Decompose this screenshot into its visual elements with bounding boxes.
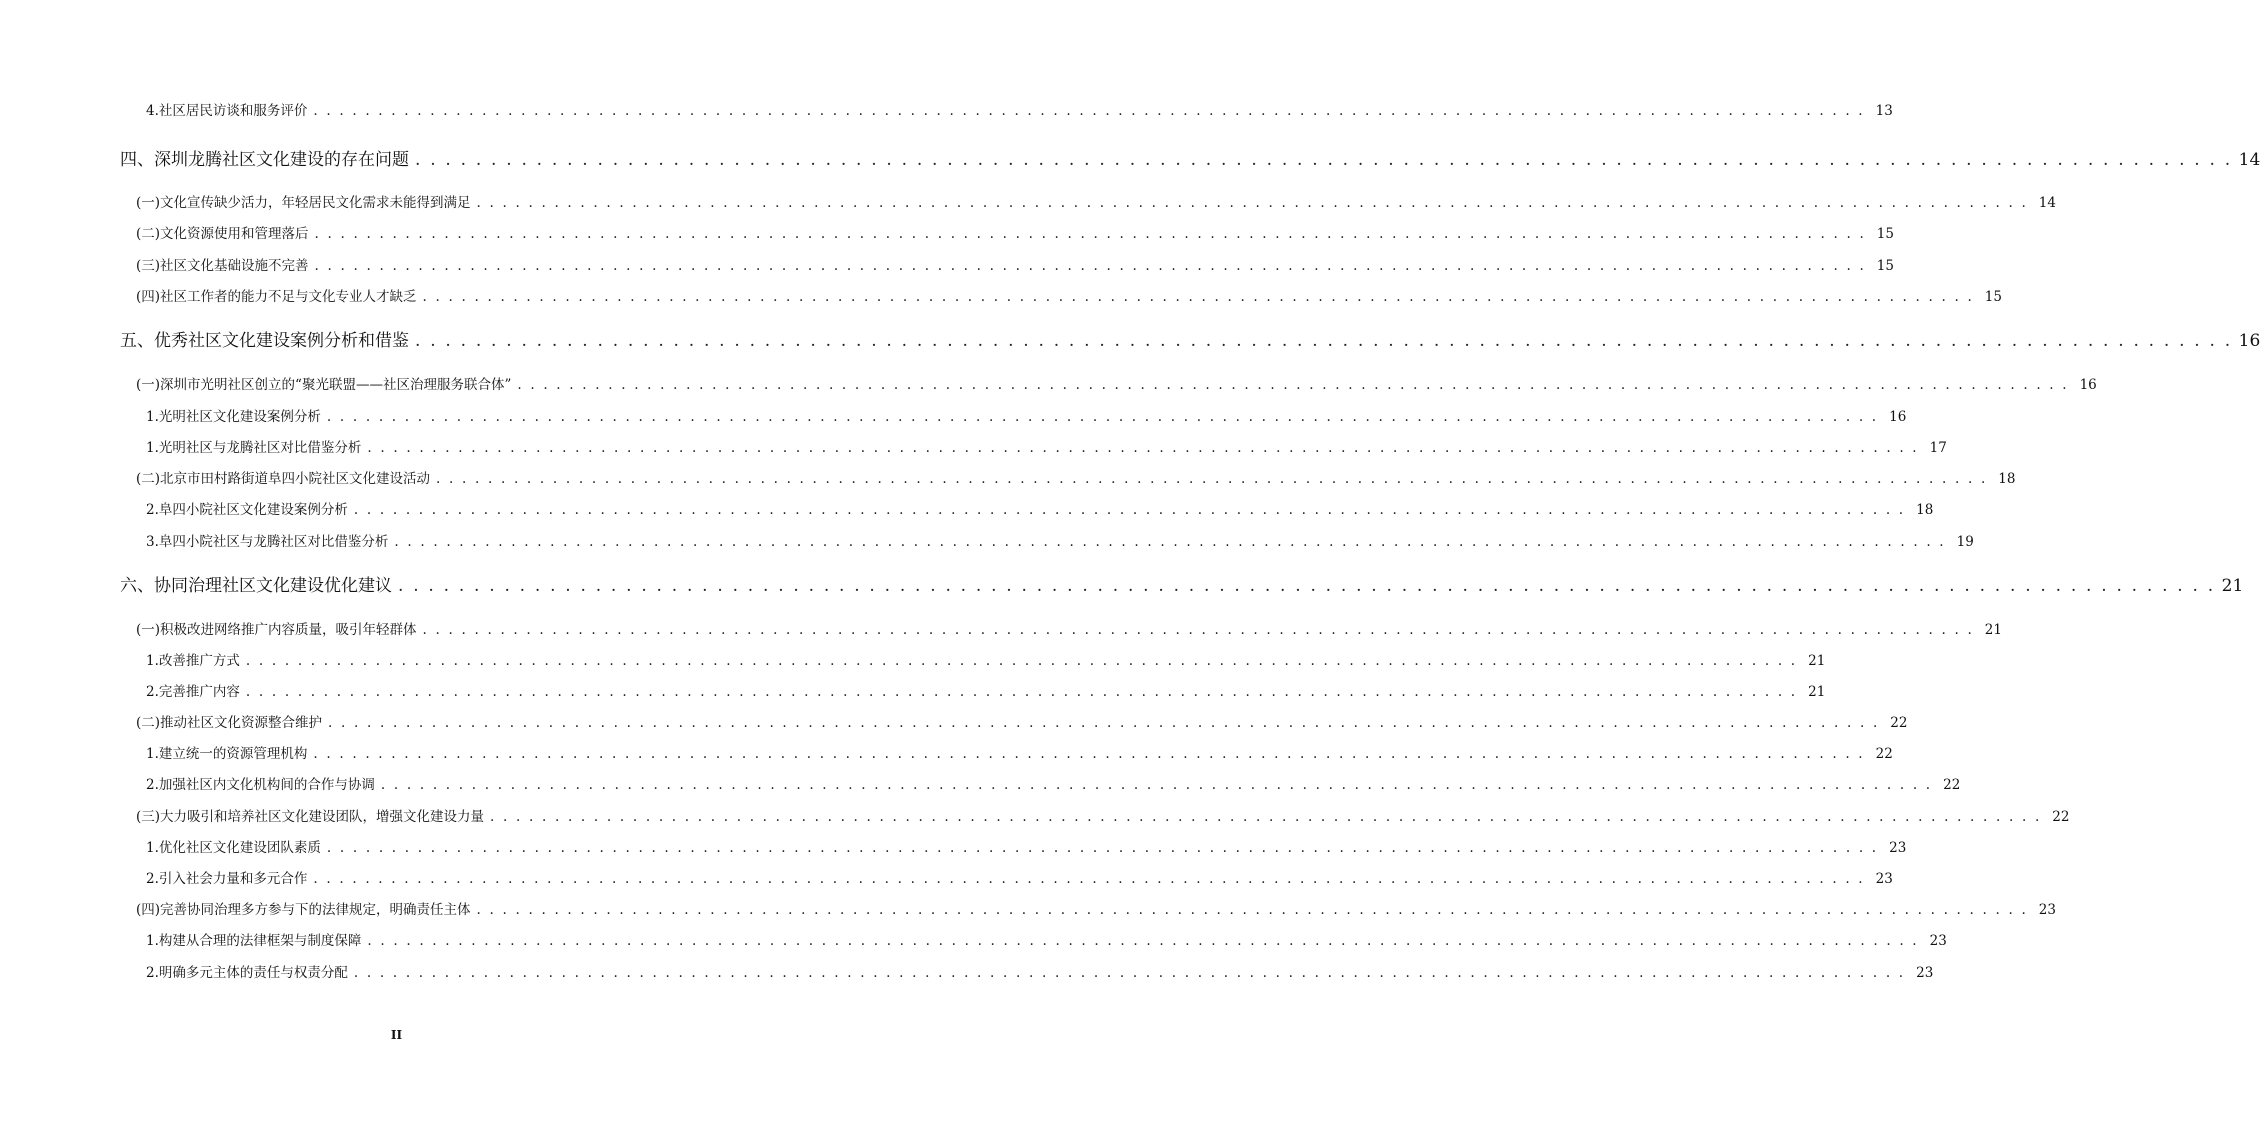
toc-leader-dots: . . . . . . . . . . . . . . . . . . . . . . . . . . . . . . . . . . . . . . . . . . . . . . . . . . . . . . . . . . . . . . . . . . . . . . . . . . . . . . . . . . . . . . . . . . . . . . . . . . . . . . . . . . . . . . . . . . . . . . . .: [398, 576, 2216, 596]
toc-entry-title: 文化宣传缺少活力，年轻居民文化需求未能得到满足: [160, 195, 471, 211]
toc-leader-dots: . . . . . . . . . . . . . . . . . . . . . . . . . . . . . . . . . . . . . . . . . . . . . . . . . . . . . . . . . . . . . . . . . . . . . . . . . . . . . . . . . . . . . . . . . . . . . . . . . . . . . . . . . . . . . . . . . . . . . . . .: [490, 809, 2042, 825]
toc-leader-dots: . . . . . . . . . . . . . . . . . . . . . . . . . . . . . . . . . . . . . . . . . . . . . . . . . . . . . . . . . . . . . . . . . . . . . . . . . . . . . . . . . . . . . . . . . . . . . . . . . . . . . . . . . . . . . . . . . . . . . . . .: [422, 289, 1974, 305]
toc-leader-dots: . . . . . . . . . . . . . . . . . . . . . . . . . . . . . . . . . . . . . . . . . . . . . . . . . . . . . . . . . . . . . . . . . . . . . . . . . . . . . . . . . . . . . . . . . . . . . . . . . . . . . . . . . . . . . . . . . . . . . . . .: [476, 195, 2028, 211]
toc-leader-dots: . . . . . . . . . . . . . . . . . . . . . . . . . . . . . . . . . . . . . . . . . . . . . . . . . . . . . . . . . . . . . . . . . . . . . . . . . . . . . . . . . . . . . . . . . . . . . . . . . . . . . . . . . . . . . . . . . . . . . . . .: [326, 409, 1879, 425]
toc-entry[interactable]: [120, 571, 2244, 597]
toc-entry-page: 16: [1889, 409, 1907, 425]
toc-entry-page: 21: [1808, 684, 1826, 700]
toc-leader-dots: . . . . . . . . . . . . . . . . . . . . . . . . . . . . . . . . . . . . . . . . . . . . . . . . . . . . . . . . . . . . . . . . . . . . . . . . . . . . . . . . . . . . . . . . . . . . . . . . . . . . . . . . . . . . . . . . . . . . . . . .: [328, 715, 1880, 731]
toc-entry-title: 社区居民访谈和服务评价: [158, 103, 308, 119]
toc-entry-title: 加强社区内文化机构间的合作与协调: [158, 777, 375, 793]
toc-entry-number: (四): [136, 289, 161, 305]
toc-entry-page: 19: [1956, 534, 1974, 550]
toc-entry-number: 2.: [146, 965, 159, 981]
toc-entry-number: (三): [136, 809, 161, 825]
toc-entry-title: 阜四小院社区与龙腾社区对比借鉴分析: [158, 534, 389, 550]
toc-entry-page: 22: [1875, 746, 1893, 762]
toc-entry[interactable]: [146, 498, 1934, 518]
toc-entry-title: 深圳市光明社区创立的“聚光联盟——社区治理服务联合体”: [160, 377, 512, 393]
toc-entry-page: 22: [1943, 777, 1961, 793]
toc-entry-title: 优秀社区文化建设案例分析和借鉴: [154, 331, 409, 351]
toc-entry[interactable]: [146, 405, 1907, 425]
toc-entry[interactable]: [146, 867, 1893, 887]
toc-entry[interactable]: [146, 742, 1893, 762]
toc-entry-title: 改善推广方式: [158, 653, 240, 669]
toc-entry-page: 14: [2238, 150, 2260, 170]
toc-entry-page: 17: [1929, 440, 1947, 456]
toc-entry[interactable]: [136, 467, 2016, 487]
toc-entry-page: 23: [1916, 965, 1934, 981]
toc-entry[interactable]: [136, 191, 2056, 211]
toc-entry[interactable]: [146, 649, 1826, 669]
toc-entry[interactable]: [120, 145, 2260, 171]
toc-entry-page: 23: [2038, 902, 2056, 918]
toc-entry-number: 2.: [146, 502, 159, 518]
toc-entry-number: 2.: [146, 684, 159, 700]
toc-entry-title: 优化社区文化建设团队素质: [158, 840, 321, 856]
toc-entry-number: 2.: [146, 871, 159, 887]
toc-entry-title: 光明社区文化建设案例分析: [158, 409, 321, 425]
toc-leader-dots: . . . . . . . . . . . . . . . . . . . . . . . . . . . . . . . . . . . . . . . . . . . . . . . . . . . . . . . . . . . . . . . . . . . . . . . . . . . . . . . . . . . . . . . . . . . . . . . . . . . . . . . . . . . . . . . . . . . . . . . .: [415, 150, 2233, 170]
toc-entry-number: (二): [136, 226, 161, 242]
toc-entry-title: 明确多元主体的责任与权责分配: [158, 965, 348, 981]
toc-entry-page: 23: [1889, 840, 1907, 856]
toc-entry-page: 21: [2221, 576, 2244, 596]
toc-leader-dots: . . . . . . . . . . . . . . . . . . . . . . . . . . . . . . . . . . . . . . . . . . . . . . . . . . . . . . . . . . . . . . . . . . . . . . . . . . . . . . . . . . . . . . . . . . . . . . . . . . . . . . . . . . . . . . . . . . . . . . . .: [313, 871, 1865, 887]
toc-entry-page: 22: [2052, 809, 2070, 825]
toc-entry-page: 23: [1929, 933, 1947, 949]
toc-entry[interactable]: [146, 929, 1947, 949]
toc-leader-dots: . . . . . . . . . . . . . . . . . . . . . . . . . . . . . . . . . . . . . . . . . . . . . . . . . . . . . . . . . . . . . . . . . . . . . . . . . . . . . . . . . . . . . . . . . . . . . . . . . . . . . . . . . . . . . . . . . . . . . . . .: [517, 377, 2069, 393]
toc-entry-title: 积极改进网络推广内容质量，吸引年轻群体: [160, 622, 417, 638]
toc-entry-number: 4.: [146, 103, 159, 119]
toc-entry[interactable]: [136, 618, 2002, 638]
toc-leader-dots: . . . . . . . . . . . . . . . . . . . . . . . . . . . . . . . . . . . . . . . . . . . . . . . . . . . . . . . . . . . . . . . . . . . . . . . . . . . . . . . . . . . . . . . . . . . . . . . . . . . . . . . . . . . . . . . . . . . . . . . .: [367, 933, 1919, 949]
toc-entry[interactable]: [136, 711, 1908, 731]
toc-entry-page: 14: [2038, 195, 2056, 211]
toc-entry-number: 1.: [146, 653, 159, 669]
toc-entry-title: 建立统一的资源管理机构: [158, 746, 308, 762]
toc-entry[interactable]: [146, 436, 1947, 456]
toc-entry-title: 光明社区与龙腾社区对比借鉴分析: [158, 440, 362, 456]
toc-entry-page: 15: [1984, 289, 2002, 305]
toc-entry-number: (二): [136, 715, 161, 731]
toc-entry-page: 16: [2079, 377, 2097, 393]
toc-entry-title: 完善协同治理多方参与下的法律规定，明确责任主体: [160, 902, 471, 918]
toc-entry[interactable]: [136, 373, 2097, 393]
toc-entry-title: 社区文化基础设施不完善: [160, 258, 309, 274]
toc-leader-dots: . . . . . . . . . . . . . . . . . . . . . . . . . . . . . . . . . . . . . . . . . . . . . . . . . . . . . . . . . . . . . . . . . . . . . . . . . . . . . . . . . . . . . . . . . . . . . . . . . . . . . . . . . . . . . . . . . . . . . . . .: [245, 684, 1798, 700]
toc-leader-dots: . . . . . . . . . . . . . . . . . . . . . . . . . . . . . . . . . . . . . . . . . . . . . . . . . . . . . . . . . . . . . . . . . . . . . . . . . . . . . . . . . . . . . . . . . . . . . . . . . . . . . . . . . . . . . . . . . . . . . . . .: [394, 534, 1946, 550]
toc-entry[interactable]: [146, 773, 1961, 793]
toc-entry-number: 1.: [146, 746, 159, 762]
toc-entry-title: 北京市田村路街道阜四小院社区文化建设活动: [160, 471, 431, 487]
toc-entry-page: 23: [1875, 871, 1893, 887]
toc-entry-page: 22: [1890, 715, 1908, 731]
toc-entry-number: 3.: [146, 534, 159, 550]
toc-entry-number: (三): [136, 258, 161, 274]
toc-entry[interactable]: [136, 898, 2056, 918]
toc-entry-title: 构建从合理的法律框架与制度保障: [158, 933, 362, 949]
toc-entry-number: (一): [136, 377, 161, 393]
toc-entry-number: (二): [136, 471, 161, 487]
toc-entry-title: 社区工作者的能力不足与文化专业人才缺乏: [160, 289, 417, 305]
toc-leader-dots: . . . . . . . . . . . . . . . . . . . . . . . . . . . . . . . . . . . . . . . . . . . . . . . . . . . . . . . . . . . . . . . . . . . . . . . . . . . . . . . . . . . . . . . . . . . . . . . . . . . . . . . . . . . . . . . . . . . . . . . .: [313, 746, 1865, 762]
toc-entry-page: 18: [1998, 471, 2016, 487]
toc-entry[interactable]: [136, 285, 2002, 305]
toc-entry-page: 15: [1876, 226, 1894, 242]
toc-entry-page: 15: [1876, 258, 1894, 274]
toc-leader-dots: . . . . . . . . . . . . . . . . . . . . . . . . . . . . . . . . . . . . . . . . . . . . . . . . . . . . . . . . . . . . . . . . . . . . . . . . . . . . . . . . . . . . . . . . . . . . . . . . . . . . . . . . . . . . . . . . . . . . . . . .: [422, 622, 1974, 638]
toc-entry-page: 21: [1808, 653, 1826, 669]
toc-entry-number: 2.: [146, 777, 159, 793]
toc-entry-number: (一): [136, 622, 161, 638]
toc-entry-title: 完善推广内容: [158, 684, 240, 700]
toc-entry[interactable]: [146, 961, 1934, 981]
toc-entry[interactable]: [136, 222, 1894, 242]
toc-entry-page: 21: [1984, 622, 2002, 638]
toc-entry[interactable]: [146, 836, 1907, 856]
toc-leader-dots: . . . . . . . . . . . . . . . . . . . . . . . . . . . . . . . . . . . . . . . . . . . . . . . . . . . . . . . . . . . . . . . . . . . . . . . . . . . . . . . . . . . . . . . . . . . . . . . . . . . . . . . . . . . . . . . . . . . . . . . .: [367, 440, 1919, 456]
toc-entry-title: 深圳龙腾社区文化建设的存在问题: [154, 150, 409, 170]
toc-leader-dots: . . . . . . . . . . . . . . . . . . . . . . . . . . . . . . . . . . . . . . . . . . . . . . . . . . . . . . . . . . . . . . . . . . . . . . . . . . . . . . . . . . . . . . . . . . . . . . . . . . . . . . . . . . . . . . . . . . . . . . . .: [326, 840, 1879, 856]
toc-leader-dots: . . . . . . . . . . . . . . . . . . . . . . . . . . . . . . . . . . . . . . . . . . . . . . . . . . . . . . . . . . . . . . . . . . . . . . . . . . . . . . . . . . . . . . . . . . . . . . . . . . . . . . . . . . . . . . . . . . . . . . . .: [436, 471, 1988, 487]
toc-leader-dots: . . . . . . . . . . . . . . . . . . . . . . . . . . . . . . . . . . . . . . . . . . . . . . . . . . . . . . . . . . . . . . . . . . . . . . . . . . . . . . . . . . . . . . . . . . . . . . . . . . . . . . . . . . . . . . . . . . . . . . . .: [380, 777, 1933, 793]
toc-entry-number: (四): [136, 902, 161, 918]
toc-leader-dots: . . . . . . . . . . . . . . . . . . . . . . . . . . . . . . . . . . . . . . . . . . . . . . . . . . . . . . . . . . . . . . . . . . . . . . . . . . . . . . . . . . . . . . . . . . . . . . . . . . . . . . . . . . . . . . . . . . . . . . . .: [415, 331, 2233, 351]
toc-leader-dots: . . . . . . . . . . . . . . . . . . . . . . . . . . . . . . . . . . . . . . . . . . . . . . . . . . . . . . . . . . . . . . . . . . . . . . . . . . . . . . . . . . . . . . . . . . . . . . . . . . . . . . . . . . . . . . . . . . . . . . . .: [353, 502, 1906, 518]
toc-entry-title: 大力吸引和培养社区文化建设团队，增强文化建设力量: [160, 809, 485, 825]
toc-entry-page: 16: [2238, 331, 2260, 351]
toc-leader-dots: . . . . . . . . . . . . . . . . . . . . . . . . . . . . . . . . . . . . . . . . . . . . . . . . . . . . . . . . . . . . . . . . . . . . . . . . . . . . . . . . . . . . . . . . . . . . . . . . . . . . . . . . . . . . . . . . . . . . . . . .: [476, 902, 2028, 918]
toc-entry[interactable]: [120, 326, 2260, 352]
toc-entry[interactable]: [146, 99, 1893, 119]
toc-entry-number: 1.: [146, 840, 159, 856]
page-number-footer: II: [390, 1028, 403, 1042]
toc-entry-number: 四、: [120, 150, 154, 170]
toc-entry-title: 引入社会力量和多元合作: [158, 871, 308, 887]
toc-entry-page: 13: [1875, 103, 1893, 119]
toc-leader-dots: . . . . . . . . . . . . . . . . . . . . . . . . . . . . . . . . . . . . . . . . . . . . . . . . . . . . . . . . . . . . . . . . . . . . . . . . . . . . . . . . . . . . . . . . . . . . . . . . . . . . . . . . . . . . . . . . . . . . . . . .: [245, 653, 1798, 669]
toc-entry-number: 五、: [120, 331, 154, 351]
toc-entry-number: 1.: [146, 409, 159, 425]
toc-entry-title: 阜四小院社区文化建设案例分析: [158, 502, 348, 518]
toc-entry-number: 1.: [146, 933, 159, 949]
toc-entry-number: (一): [136, 195, 161, 211]
toc-entry-number: 1.: [146, 440, 159, 456]
toc-entry[interactable]: [136, 254, 1894, 274]
toc-leader-dots: . . . . . . . . . . . . . . . . . . . . . . . . . . . . . . . . . . . . . . . . . . . . . . . . . . . . . . . . . . . . . . . . . . . . . . . . . . . . . . . . . . . . . . . . . . . . . . . . . . . . . . . . . . . . . . . . . . . . . . . .: [314, 258, 1866, 274]
toc-entry-title: 协同治理社区文化建设优化建议: [154, 576, 392, 596]
toc-leader-dots: . . . . . . . . . . . . . . . . . . . . . . . . . . . . . . . . . . . . . . . . . . . . . . . . . . . . . . . . . . . . . . . . . . . . . . . . . . . . . . . . . . . . . . . . . . . . . . . . . . . . . . . . . . . . . . . . . . . . . . . .: [353, 965, 1906, 981]
toc-entry-page: 18: [1916, 502, 1934, 518]
toc-entry-title: 文化资源使用和管理落后: [160, 226, 309, 242]
toc-leader-dots: . . . . . . . . . . . . . . . . . . . . . . . . . . . . . . . . . . . . . . . . . . . . . . . . . . . . . . . . . . . . . . . . . . . . . . . . . . . . . . . . . . . . . . . . . . . . . . . . . . . . . . . . . . . . . . . . . . . . . . . .: [313, 103, 1865, 119]
toc-entry[interactable]: [146, 680, 1826, 700]
toc-entry-number: 六、: [120, 576, 154, 596]
toc-entry-title: 推动社区文化资源整合维护: [160, 715, 323, 731]
toc-entry[interactable]: [146, 530, 1974, 550]
toc-leader-dots: . . . . . . . . . . . . . . . . . . . . . . . . . . . . . . . . . . . . . . . . . . . . . . . . . . . . . . . . . . . . . . . . . . . . . . . . . . . . . . . . . . . . . . . . . . . . . . . . . . . . . . . . . . . . . . . . . . . . . . . .: [314, 226, 1866, 242]
toc-entry[interactable]: [136, 805, 2070, 825]
